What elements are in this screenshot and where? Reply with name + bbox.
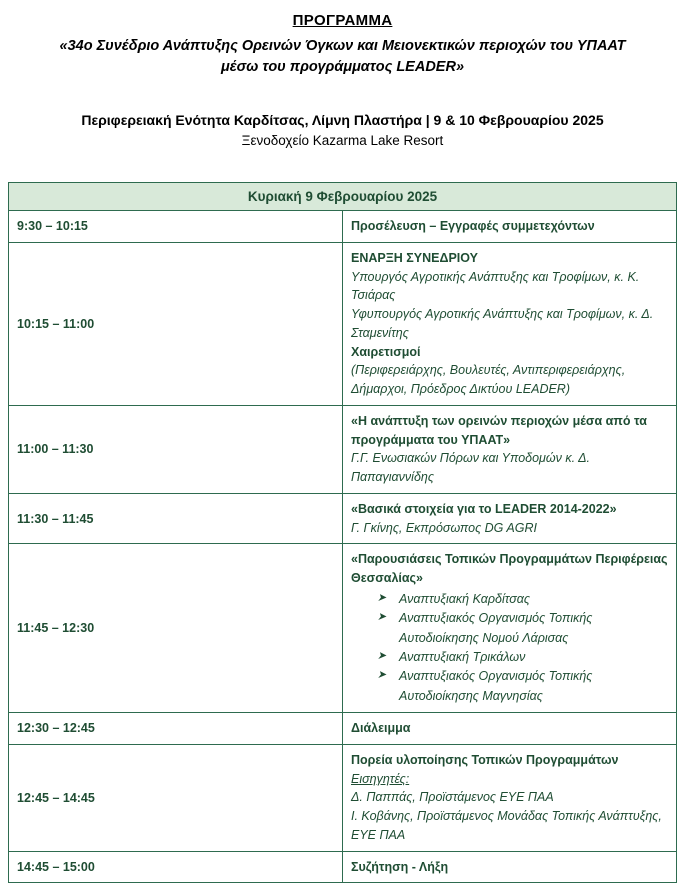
schedule-body xyxy=(9,211,677,883)
list-item: ➤ Αναπτυξιακός Οργανισμός Τοπικής Αυτοδιοίκησης Νομού Λάρισας xyxy=(377,609,668,648)
list-item: ➤ Αναπτυξιακή Καρδίτσας xyxy=(377,590,668,609)
table-row xyxy=(9,242,677,405)
table-row xyxy=(9,851,677,883)
content-cell xyxy=(343,242,677,405)
content-line: Υφυπουργός Αγροτικής Ανάπτυξης και Τροφίμων, κ. Δ. Σταμενίτης xyxy=(351,307,654,340)
bullet-list xyxy=(351,590,668,706)
document-page xyxy=(0,12,685,874)
content-line: Διάλειμμα xyxy=(351,721,411,736)
time-cell: 11:30 – 11:45 xyxy=(9,493,343,544)
table-row xyxy=(9,405,677,493)
content-cell xyxy=(343,211,677,243)
content-line: Προσέλευση – Εγγραφές συμμετεχόντων xyxy=(351,219,595,234)
content-line: Συζήτηση - Λήξη xyxy=(351,859,449,874)
content-line: Χαιρετισμοί xyxy=(351,344,421,359)
content-line: Γ.Γ. Ενωσιακών Πόρων και Υποδομών κ. Δ. Παπαγιαννίδης xyxy=(351,451,590,485)
content-line: Δ. Παππάς, Προϊστάμενος ΕΥΕ ΠΑΑ xyxy=(351,790,554,805)
table-header-row xyxy=(9,183,677,211)
day-header: Κυριακή 9 Φεβρουαρίου 2025 xyxy=(9,183,677,211)
time-cell: 11:45 – 12:30 xyxy=(9,544,343,713)
time-cell: 12:45 – 14:45 xyxy=(9,744,343,851)
list-item: ➤ Αναπτυξιακή Τρικάλων xyxy=(377,648,668,667)
content-cell xyxy=(343,405,677,493)
content-line: «Παρουσιάσεις Τοπικών Προγραμμάτων Περιφέρειας Θεσσαλίας» xyxy=(351,552,668,586)
document-subtitle: «34ο Συνέδριο Ανάπτυξης Ορεινών Όγκων και Μειονεκτικών περιοχών του ΥΠΑΑΤ μέσω του προγράμματος LEADER» xyxy=(59,38,626,76)
table-row xyxy=(9,493,677,544)
content-line: Εισηγητές: xyxy=(351,771,410,786)
content-cell xyxy=(343,713,677,745)
content-line: (Περιφερειάρχης, Βουλευτές, Αντιπεριφερειάρχης, Δήμαρχοι, Πρόεδρος Δικτύου LEADER) xyxy=(351,363,626,397)
venue-line: Περιφερειακή Ενότητα Καρδίτσας, Λίμνη Πλαστήρα | 9 & 10 Φεβρουαρίου 2025 xyxy=(81,112,604,129)
content-line: Υπουργός Αγροτικής Ανάπτυξης και Τροφίμων, κ. Κ. Τσιάρας xyxy=(351,269,640,303)
content-cell xyxy=(343,493,677,544)
page-title: ΠΡΟΓΡΑΜΜΑ xyxy=(292,12,393,29)
content-line: ΕΝΑΡΞΗ ΣΥΝΕΔΡΙΟΥ xyxy=(351,250,478,265)
time-cell: 12:30 – 12:45 xyxy=(9,713,343,745)
content-cell xyxy=(343,544,677,713)
content-cell xyxy=(343,744,677,851)
schedule-table xyxy=(8,182,677,883)
content-cell xyxy=(343,851,677,883)
table-row xyxy=(9,544,677,713)
content-line: Πορεία υλοποίησης Τοπικών Προγραμμάτων xyxy=(351,752,619,767)
content-line: «Βασικά στοιχεία για το LEADER 2014-2022» xyxy=(351,501,617,516)
content-line: Ι. Κοβάνης, Προϊστάμενος Μονάδας Τοπικής Ανάπτυξης, ΕΥΕ ΠΑΑ xyxy=(351,809,662,842)
hotel-line: Ξενοδοχείο Kazarma Lake Resort xyxy=(241,133,444,149)
time-cell: 10:15 – 11:00 xyxy=(9,242,343,405)
content-line: «Η ανάπτυξη των ορεινών περιοχών μέσα από τα προγράμματα του ΥΠΑΑΤ» xyxy=(351,413,647,447)
time-cell: 9:30 – 10:15 xyxy=(9,211,343,243)
table-row xyxy=(9,713,677,745)
list-item: ➤ Αναπτυξιακός Οργανισμός Τοπικής Αυτοδιοίκησης Μαγνησίας xyxy=(377,667,668,706)
table-row xyxy=(9,744,677,851)
content-line: Γ. Γκίνης, Εκπρόσωπος DG AGRI xyxy=(351,520,537,535)
time-cell: 11:00 – 11:30 xyxy=(9,405,343,493)
table-row xyxy=(9,211,677,243)
time-cell: 14:45 – 15:00 xyxy=(9,851,343,883)
